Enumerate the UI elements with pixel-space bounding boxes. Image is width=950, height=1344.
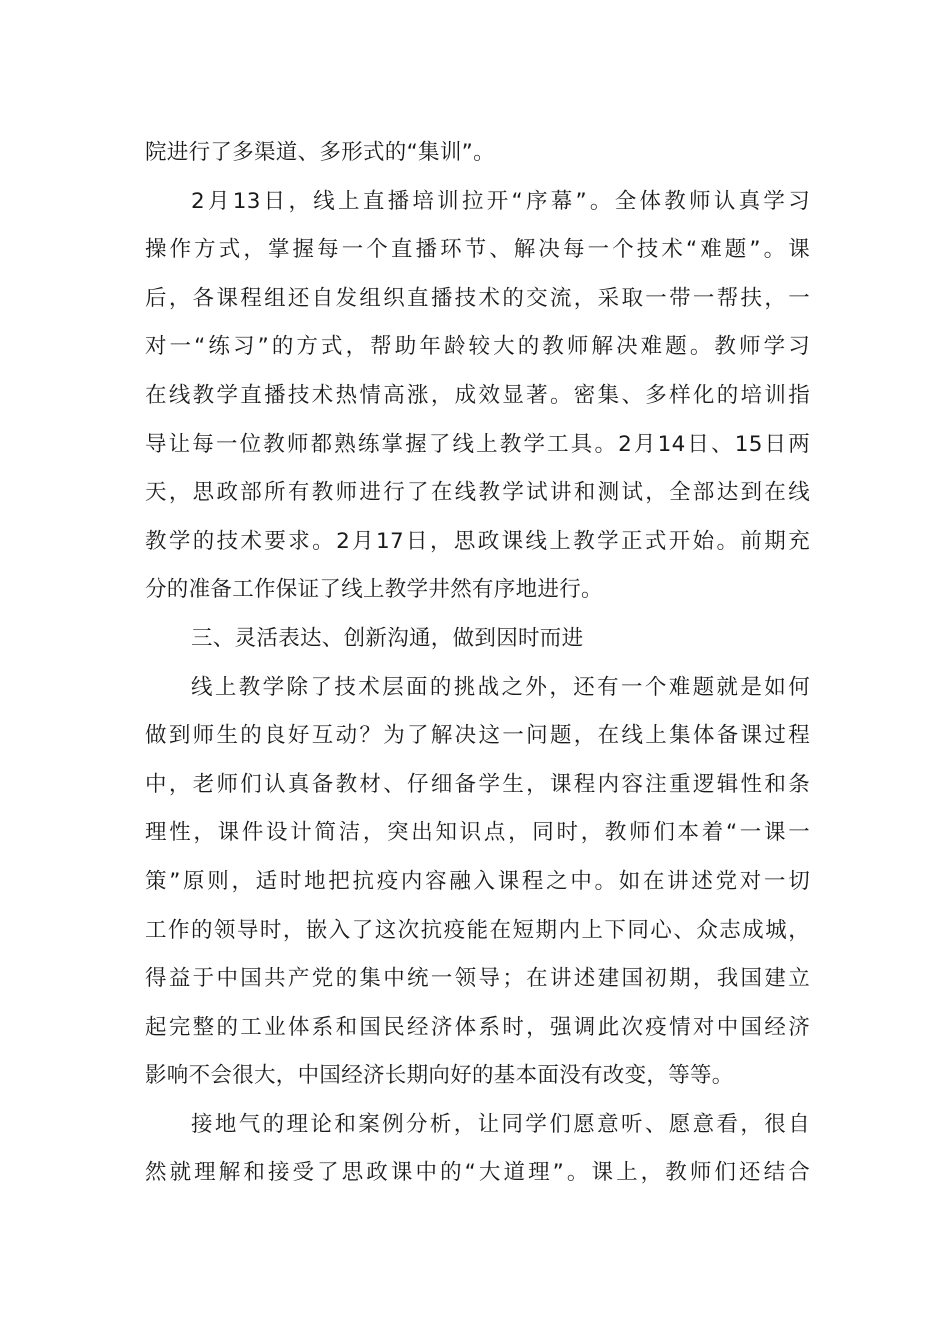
text-line: 做到师生的良好互动？为了解决这一问题，在线上集体备课过程: [145, 723, 810, 749]
paragraph-first-line: 接地气的理论和案例分析，让同学们愿意听、愿意看，很自: [191, 1111, 810, 1137]
text-line: 工作的领导时，嵌入了这次抗疫能在短期内上下同心、众志成城，: [145, 917, 810, 943]
text-line: 然就理解和接受了思政课中的“大道理”。课上，教师们还结合: [145, 1160, 810, 1186]
text-line: 中，老师们认真备教材、仔细备学生，课程内容注重逻辑性和条: [145, 771, 810, 797]
text-line: 得益于中国共产党的集中统一领导；在讲述建国初期，我国建立: [145, 966, 810, 992]
text-line: 影响不会很大，中国经济长期向好的基本面没有改变，等等。: [145, 1063, 734, 1089]
text-line: 策”原则，适时地把抗疫内容融入课程之中。如在讲述党对一切: [145, 868, 810, 894]
text-line: 对一“练习”的方式，帮助年龄较大的教师解决难题。教师学习: [145, 334, 810, 360]
paragraph-first-line: 线上教学除了技术层面的挑战之外，还有一个难题就是如何: [191, 674, 810, 700]
text-line: 理性，课件设计简洁，突出知识点，同时，教师们本着“一课一: [145, 820, 810, 846]
text-line: 院进行了多渠道、多形式的“集训”。: [145, 140, 495, 165]
text-line: 在线教学直播技术热情高涨，成效显著。密集、多样化的培训指: [145, 382, 810, 408]
text-line: 教学的技术要求。2月17日，思政课线上教学正式开始。前期充: [145, 528, 810, 554]
text-line: 天，思政部所有教师进行了在线教学试讲和测试，全部达到在线: [145, 480, 810, 506]
text-line: 起完整的工业体系和国民经济体系时，强调此次疫情对中国经济: [145, 1014, 810, 1040]
text-line: 导让每一位教师都熟练掌握了线上教学工具。2月14日、15日两: [145, 431, 810, 457]
paragraph-first-line: 2月13日，线上直播培训拉开“序幕”。全体教师认真学习: [191, 188, 810, 214]
body-text: [145, 129, 810, 1198]
text-line: 分的准备工作保证了线上教学井然有序地进行。: [145, 577, 603, 603]
section-heading: 三、灵活表达、创新沟通，做到因时而进: [191, 625, 584, 651]
text-line: 操作方式，掌握每一个直播环节、解决每一个技术“难题”。课: [145, 237, 810, 263]
text-line: 后，各课程组还自发组织直播技术的交流，采取一带一帮扶，一: [145, 285, 810, 311]
